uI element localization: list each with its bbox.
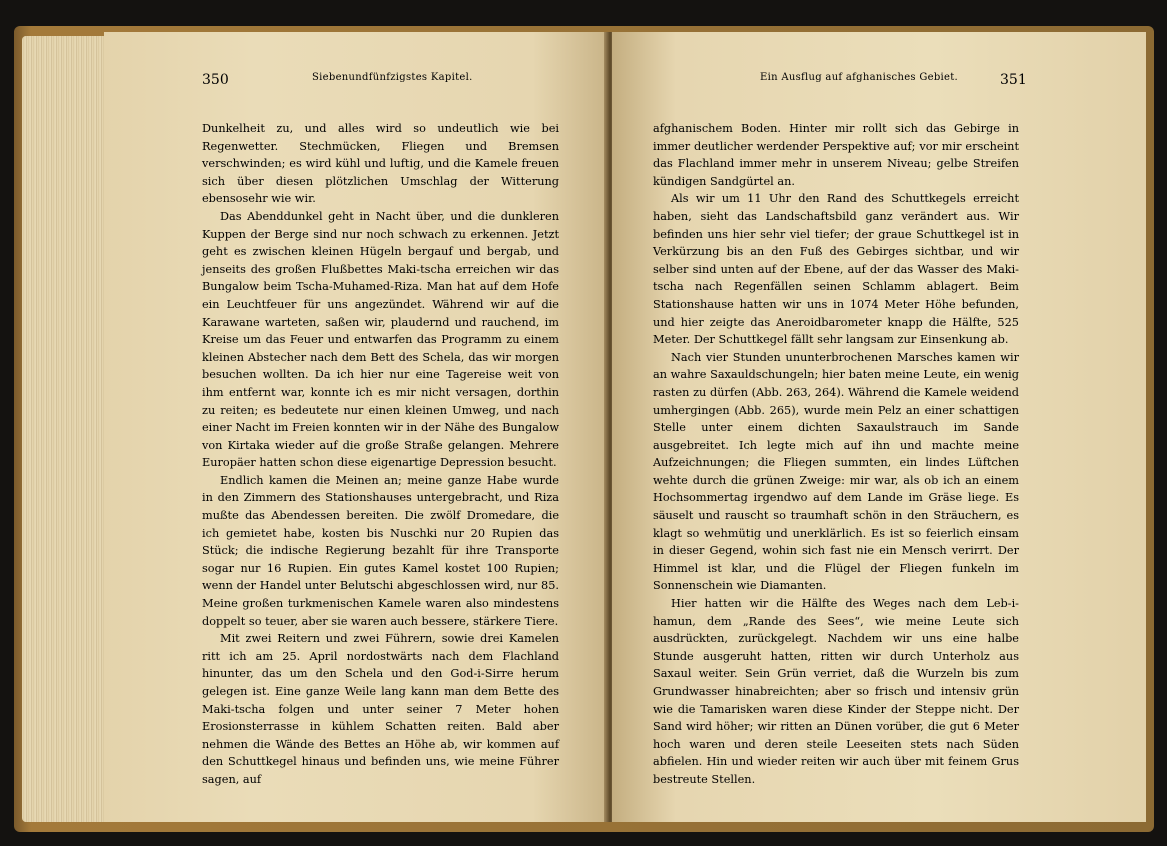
page-block-edge: [22, 36, 108, 822]
right-paragraph-2: Als wir um 11 Uhr den Rand des Schuttkegels erreicht haben, sieht das Landschaftsbild ganz verändert aus. Wir befinden uns hier sehr viel tiefer; der graue Schuttkegel ist in Verkürzung bis an den Fuß des Gebirges sichtbar, und wir selber sind unten auf der Ebene, auf der das Wasser des Maki-tscha nach Regenfällen seinen Schlamm ablagert. Beim Stationshause hatten wir uns in 1074 Meter Höhe befunden, und hier zeigte das Aneroidbarometer knapp die Hälfte, 525 Meter. Der Schuttkegel fällt sehr langsam zur Einsenkung ab.: [653, 192, 1019, 347]
left-running-header: Siebenundfünfzigstes Kapitel.: [312, 72, 473, 83]
left-page-text: [202, 120, 559, 789]
left-paragraph-4: Mit zwei Reitern und zwei Führern, sowie drei Kamelen ritt ich am 25. April nordostwärts nach dem Flachland hinunter, das um den Schela und den God-i-Sirre herum gelegen ist. Eine ganze Weile lang kann man dem Bette des Maki-tscha folgen und unter seiner 7 Meter hohen Erosionsterrasse in kühlem Schatten reiten. Bald aber nehmen die Wände des Bettes an Höhe ab, wir kommen auf den Schuttkegel hinaus und befinden uns, wie meine Führer sagen, auf: [202, 632, 559, 786]
left-page-number: 350: [202, 72, 229, 88]
right-paragraph-4: Hier hatten wir die Hälfte des Weges nach dem Leb-i-hamun, dem „Rande des Sees“, wie meine Leute sich ausdrückten, zurückgelegt. Nachdem wir uns eine halbe Stunde ausgeruht hatten, ritten wir durch Unterholz aus Saxaul weiter. Sein Grün verriet, daß die Wurzeln bis zum Grundwasser hinabreichten; aber so frisch und intensiv grün wie die Tamarisken waren diese Kinder der Steppe nicht. Der Sand wird höher; wir ritten an Dünen vorüber, die gut 6 Meter hoch waren und deren steile Leeseiten stets nach Süden abfielen. Hin und wieder reiten wir auch über mit feinem Grus bestreute Stellen.: [653, 597, 1019, 786]
right-page-number: 351: [1000, 72, 1027, 88]
left-paragraph-1: Dunkelheit zu, und alles wird so undeutlich wie bei Regenwetter. Stechmücken, Fliegen und Bremsen verschwinden; es wird kühl und luftig, und die Kamele freuen sich über diesen plötzlichen Umschlag der Witterung ebensosehr wie wir.: [202, 122, 559, 206]
right-running-header: Ein Ausflug auf afghanisches Gebiet.: [760, 72, 959, 83]
left-paragraph-2: Das Abenddunkel geht in Nacht über, und die dunkleren Kuppen der Berge sind nur noch schwach zu erkennen. Jetzt geht es zwischen kleinen Hügeln bergauf und bergab, und jenseits des großen Flußbettes Maki-tscha erreichen wir das Bungalow beim Tscha-Muhamed-Riza. Man hat auf dem Hofe ein Leuchtfeuer für uns angezündet. Während wir auf die Karawane warteten, saßen wir, plaudernd und rauchend, im Kreise um das Feuer und entwarfen das Programm zu einem kleinen Abstecher nach dem Bett des Schela, das wir morgen besuchen wollten. Da ich hier nur eine Tagereise weit von ihm entfernt war, konnte ich es mir nicht versagen, dorthin zu reiten; es bedeutete nur einen kleinen Umweg, und nach einer Nacht im Freien konnten wir in der Nähe des Bungalow von Kirtaka wieder auf die große Straße gelangen. Mehrere Europäer hatten schon diese eigenartige Depression besucht.: [202, 209, 559, 470]
right-page-text: [653, 120, 1019, 789]
right-paragraph-1: afghanischem Boden. Hinter mir rollt sich das Gebirge in immer deutlicher werdender Perspektive auf; vor mir erscheint das Flachland immer mehr in unserem Niveau; gelbe Streifen kündigen Sandgürtel an.: [653, 122, 1019, 188]
left-paragraph-3: Endlich kamen die Meinen an; meine ganze Habe wurde in den Zimmern des Stationshauses untergebracht, und Riza mußte das Abendessen bereiten. Die zwölf Dromedare, die ich gemietet habe, kosten bis Nuschki nur 20 Rupien das Stück; die indische Regierung bezahlt für ihre Transporte sogar nur 16 Rupien. Ein gutes Kamel kostet 100 Rupien; wenn der Handel unter Belutschi abgeschlossen wird, nur 85. Meine großen turkmenischen Kamele waren also mindestens doppelt so teuer, aber sie waren auch bessere, stärkere Tiere.: [202, 473, 559, 628]
right-paragraph-3: Nach vier Stunden ununterbrochenen Marsches kamen wir an wahre Saxauldschungeln; hier baten meine Leute, ein wenig rasten zu dürfen (Abb. 263, 264). Während die Kamele weidend umhergingen (Abb. 265), wurde mein Pelz an einer schattigen Stelle unter einem dichten Saxaulstrauch im Sande ausgebreitet. Ich legte mich auf ihn und machte meine Aufzeichnungen; die Fliegen summten, ein lindes Lüftchen wehte durch die grünen Zweige: mir war, als ob ich an einem Hochsommertag irgendwo auf dem Lande im Gräse liege. Es säuselt und rauscht so traumhaft schön in den Sträuchern, es klagt so wehmütig und unerklärlich. Es ist so feierlich einsam in dieser Gegend, wohin sich fast nie ein Mensch verirrt. Der Himmel ist klar, und die Flügel der Fliegen funkeln im Sonnenschein wie Diamanten.: [653, 350, 1019, 593]
